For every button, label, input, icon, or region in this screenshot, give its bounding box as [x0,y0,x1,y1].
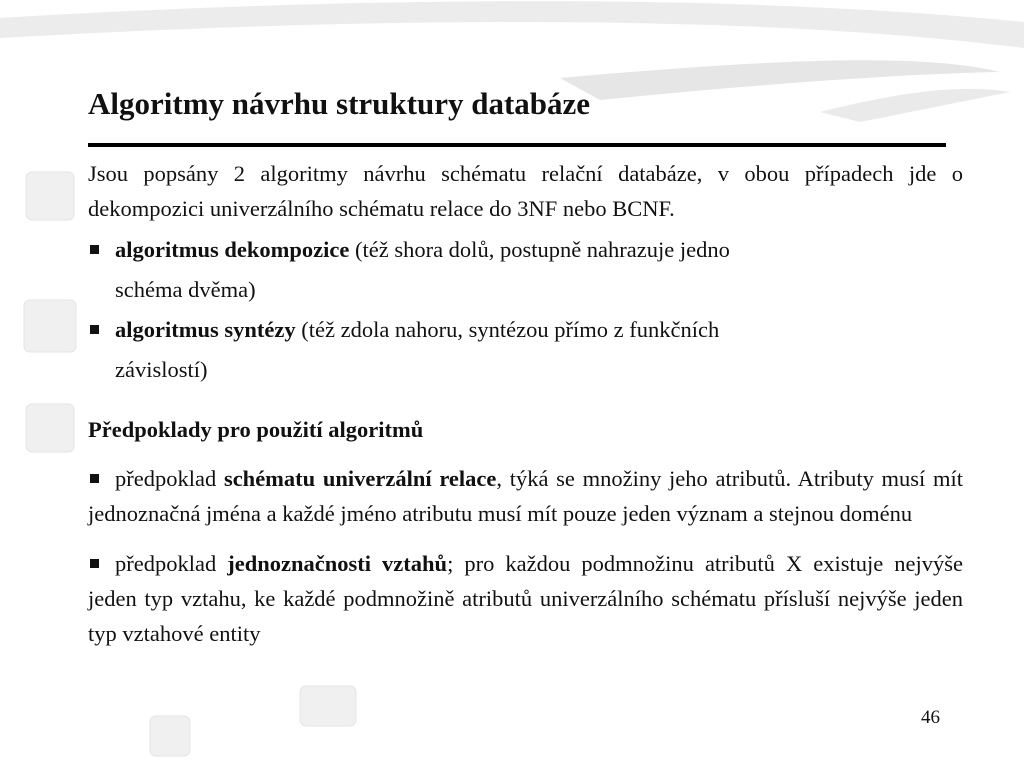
slide-number: 46 [921,707,940,728]
prerequisite-lead: předpoklad [115,466,224,491]
prerequisite-lead: předpoklad [115,551,228,576]
prerequisite-universal-schema [88,461,963,531]
prerequisite-term: jednoznačnosti vztahů [227,551,448,576]
square-bullet-icon [90,559,99,568]
prerequisite-unique-relationships [88,546,963,651]
swoosh-band [0,1,1024,48]
algorithm-description: (též zdola nahoru, syntézou přímo z funkčních [295,317,720,342]
prerequisite-text: , týká se množiny jeho atributů. Atributy musí mít jednoznačná jména a každé jméno atributu musí mít pouze jeden význam a stejnou doménu [88,466,963,526]
square-bullet-icon [90,245,99,254]
square-bullet-icon [90,325,99,334]
swoosh-band [820,89,1010,122]
title-underline [88,143,946,147]
algorithm-name: algoritmus syntézy [115,317,296,342]
slide-title: Algoritmy návrhu struktury databáze [88,86,591,121]
algorithm-name: algoritmus dekompozice [115,237,350,262]
intro-paragraph: Jsou popsány 2 algoritmy návrhu schématu relační databáze, v obou případech jde o dekompozici univerzálního schématu relace do 3NF nebo BCNF. [88,161,963,221]
algorithm-description: (též shora dolů, postupně nahrazuje jedno [349,237,730,262]
algorithm-item-synthesis [88,310,963,390]
prerequisites-heading: Předpoklady pro použití algoritmů [88,417,424,442]
algorithm-description-continued: závislostí) [115,357,208,382]
prerequisite-text: ; pro každou podmnožinu atributů X existuje nejvýše jeden typ vztahu, ke každé podmnožině atributů univerzálního schématu přísluší nejvýše jeden typ vztahové entity [88,551,964,646]
slide-body [88,156,963,666]
algorithm-item-decomposition [88,230,963,310]
prerequisite-term: schématu univerzální relace [223,466,497,491]
square-bullet-icon [90,474,99,483]
algorithm-description-continued: schéma dvěma) [115,277,256,302]
